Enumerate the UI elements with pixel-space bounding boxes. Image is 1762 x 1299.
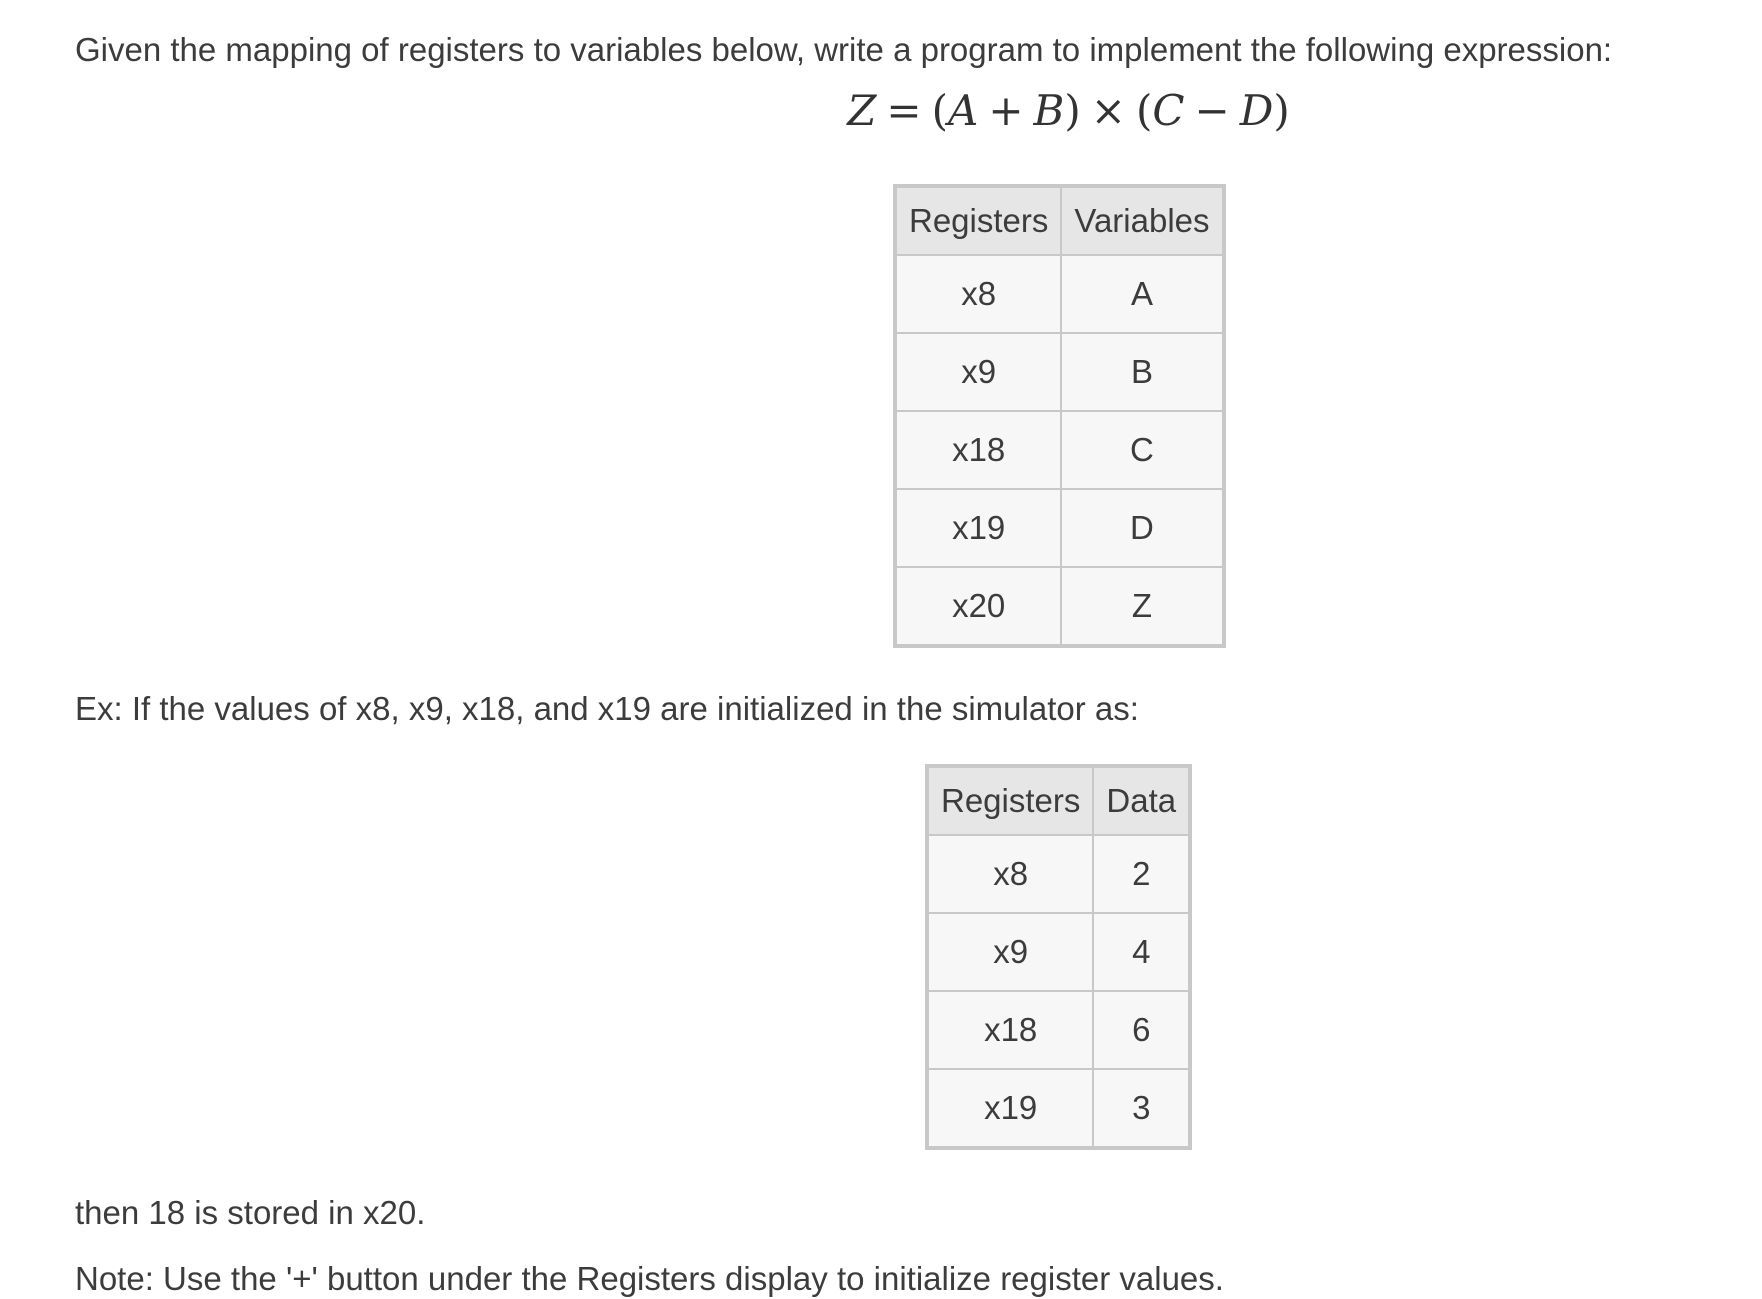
table-header-row xyxy=(927,766,1190,835)
register-cell: x9 xyxy=(927,913,1093,991)
registers-header: Registers xyxy=(927,766,1093,835)
table-row xyxy=(895,567,1224,646)
registers-header: Registers xyxy=(895,186,1061,255)
expr-rparen-2: ) xyxy=(1273,86,1290,135)
table-header-row xyxy=(895,186,1224,255)
table-row xyxy=(895,333,1224,411)
table-row xyxy=(895,489,1224,567)
variable-cell: A xyxy=(1061,255,1223,333)
variable-cell: C xyxy=(1061,411,1223,489)
expr-b: B xyxy=(1033,86,1065,135)
expr-rparen-1: ) xyxy=(1064,86,1081,135)
variable-cell: Z xyxy=(1061,567,1223,646)
register-cell: x8 xyxy=(895,255,1061,333)
register-cell: x19 xyxy=(927,1069,1093,1148)
expression-formula xyxy=(0,84,1762,138)
table-row xyxy=(927,991,1190,1069)
table-row xyxy=(927,913,1190,991)
data-cell: 2 xyxy=(1093,835,1190,913)
variable-cell: D xyxy=(1061,489,1223,567)
data-cell: 4 xyxy=(1093,913,1190,991)
table-row xyxy=(927,835,1190,913)
expr-z: Z xyxy=(847,86,877,135)
example-intro-text: Ex: If the values of x8, x9, x18, and x19 are initialized in the simulator as: xyxy=(75,690,1139,727)
register-cell: x18 xyxy=(895,411,1061,489)
result-text: then 18 is stored in x20. xyxy=(75,1194,426,1231)
expr-plus: + xyxy=(988,86,1024,135)
expr-lparen-1: ( xyxy=(931,86,948,135)
data-cell: 6 xyxy=(1093,991,1190,1069)
register-cell: x18 xyxy=(927,991,1093,1069)
expr-equals: = xyxy=(886,86,922,135)
register-cell: x9 xyxy=(895,333,1061,411)
variable-cell: B xyxy=(1061,333,1223,411)
expr-times: × xyxy=(1090,86,1126,135)
register-data-table xyxy=(925,764,1192,1150)
register-variable-table xyxy=(893,184,1226,648)
intro-text: Given the mapping of registers to variables below, write a program to implement the following expression: xyxy=(75,31,1613,68)
table-row xyxy=(895,411,1224,489)
expr-c: C xyxy=(1152,86,1185,135)
table-row xyxy=(927,1069,1190,1148)
expr-minus: − xyxy=(1194,86,1230,135)
register-cell: x20 xyxy=(895,567,1061,646)
note-text: Note: Use the '+' button under the Registers display to initialize register values. xyxy=(75,1260,1224,1297)
data-cell: 3 xyxy=(1093,1069,1190,1148)
table-row xyxy=(895,255,1224,333)
register-cell: x8 xyxy=(927,835,1093,913)
expr-d: D xyxy=(1239,86,1274,135)
expr-a: A xyxy=(947,86,979,135)
data-header: Data xyxy=(1093,766,1190,835)
expr-lparen-2: ( xyxy=(1135,86,1153,135)
variables-header: Variables xyxy=(1061,186,1223,255)
register-cell: x19 xyxy=(895,489,1061,567)
